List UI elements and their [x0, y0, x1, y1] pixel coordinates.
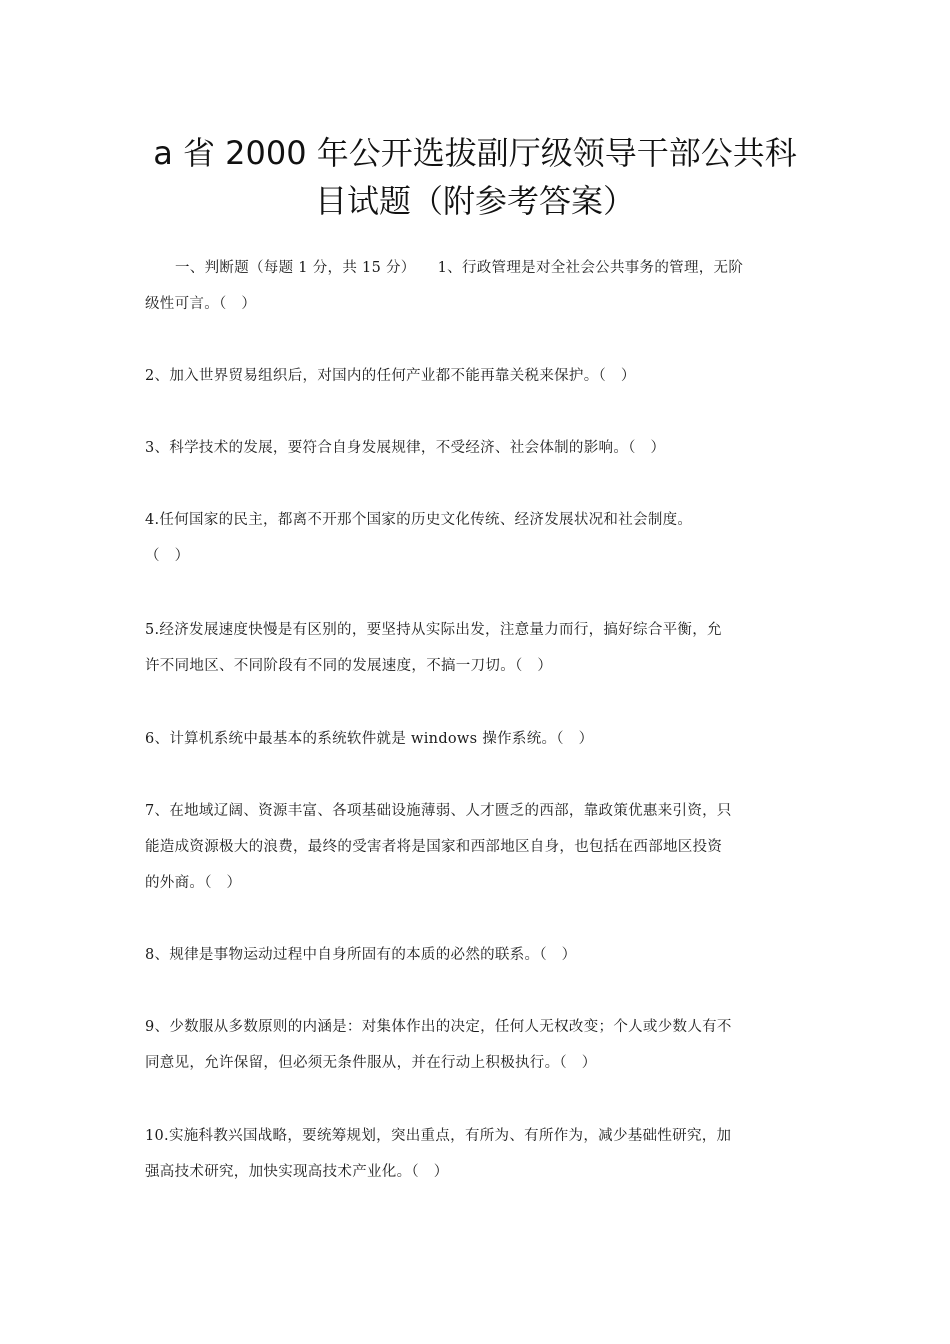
question-3-line-1: 3、科学技术的发展，要符合自身发展规律，不受经济、社会体制的影响。（ ）	[145, 440, 666, 456]
question-10-line-1: 10.实施科教兴国战略，要统筹规划，突出重点，有所为、有所作为，减少基础性研究，加	[145, 1128, 732, 1144]
question-7-line-2: 能造成资源极大的浪费，最终的受害者将是国家和西部地区自身，也包括在西部地区投资	[145, 839, 723, 855]
question-1	[145, 250, 810, 322]
question-1-line-1: 一、判断题（每题 1 分，共 15 分） 1、行政管理是对全社会公共事务的管理，无阶	[175, 260, 744, 276]
document-title-line-2: 目试题（附参考答案）	[314, 182, 635, 220]
question-4-line-1: 4.任何国家的民主，都离不开那个国家的历史文化传统、经济发展状况和社会制度。	[145, 512, 693, 528]
question-1-line-2: 级性可言。（ ）	[145, 296, 257, 312]
question-5	[145, 612, 810, 684]
question-8-line-1: 8、规律是事物运动过程中自身所固有的本质的必然的联系。（ ）	[145, 947, 577, 963]
question-7	[145, 793, 810, 901]
question-7-line-1: 7、在地域辽阔、资源丰富、各项基础设施薄弱、人才匮乏的西部，靠政策优惠来引资，只	[145, 803, 732, 819]
question-9-line-1: 9、少数服从多数原则的内涵是：对集体作出的决定，任何人无权改变；个人或少数人有不	[145, 1019, 732, 1035]
question-5-line-2: 许不同地区、不同阶段有不同的发展速度，不搞一刀切。（ ）	[145, 658, 553, 674]
question-2-line-1: 2、加入世界贸易组织后，对国内的任何产业都不能再靠关税来保护。（ ）	[145, 368, 636, 384]
question-4-line-2: （ ）	[145, 548, 190, 564]
question-9-line-2: 同意见，允许保留，但必须无条件服从，并在行动上积极执行。（ ）	[145, 1055, 597, 1071]
question-7-line-3: 的外商。（ ）	[145, 875, 242, 891]
question-8	[145, 937, 810, 973]
question-10-line-2: 强高技术研究，加快实现高技术产业化。（ ）	[145, 1164, 449, 1180]
question-10	[145, 1118, 810, 1190]
question-9	[145, 1009, 810, 1081]
question-2	[145, 358, 810, 394]
question-5-line-1: 5.经济发展速度快慢是有区别的，要坚持从实际出发，注意量力而行，搞好综合平衡，允	[145, 622, 722, 638]
document-title-line-1: a 省 2000 年公开选拔副厅级领导干部公共科	[153, 134, 797, 172]
question-6-line-1: 6、计算机系统中最基本的系统软件就是 windows 操作系统。（ ）	[145, 731, 594, 747]
section-header: 一、判断题（每题 1 分，共 15 分）	[175, 260, 416, 276]
question-6	[145, 721, 810, 757]
question-3	[145, 430, 810, 466]
question-4	[145, 502, 810, 574]
